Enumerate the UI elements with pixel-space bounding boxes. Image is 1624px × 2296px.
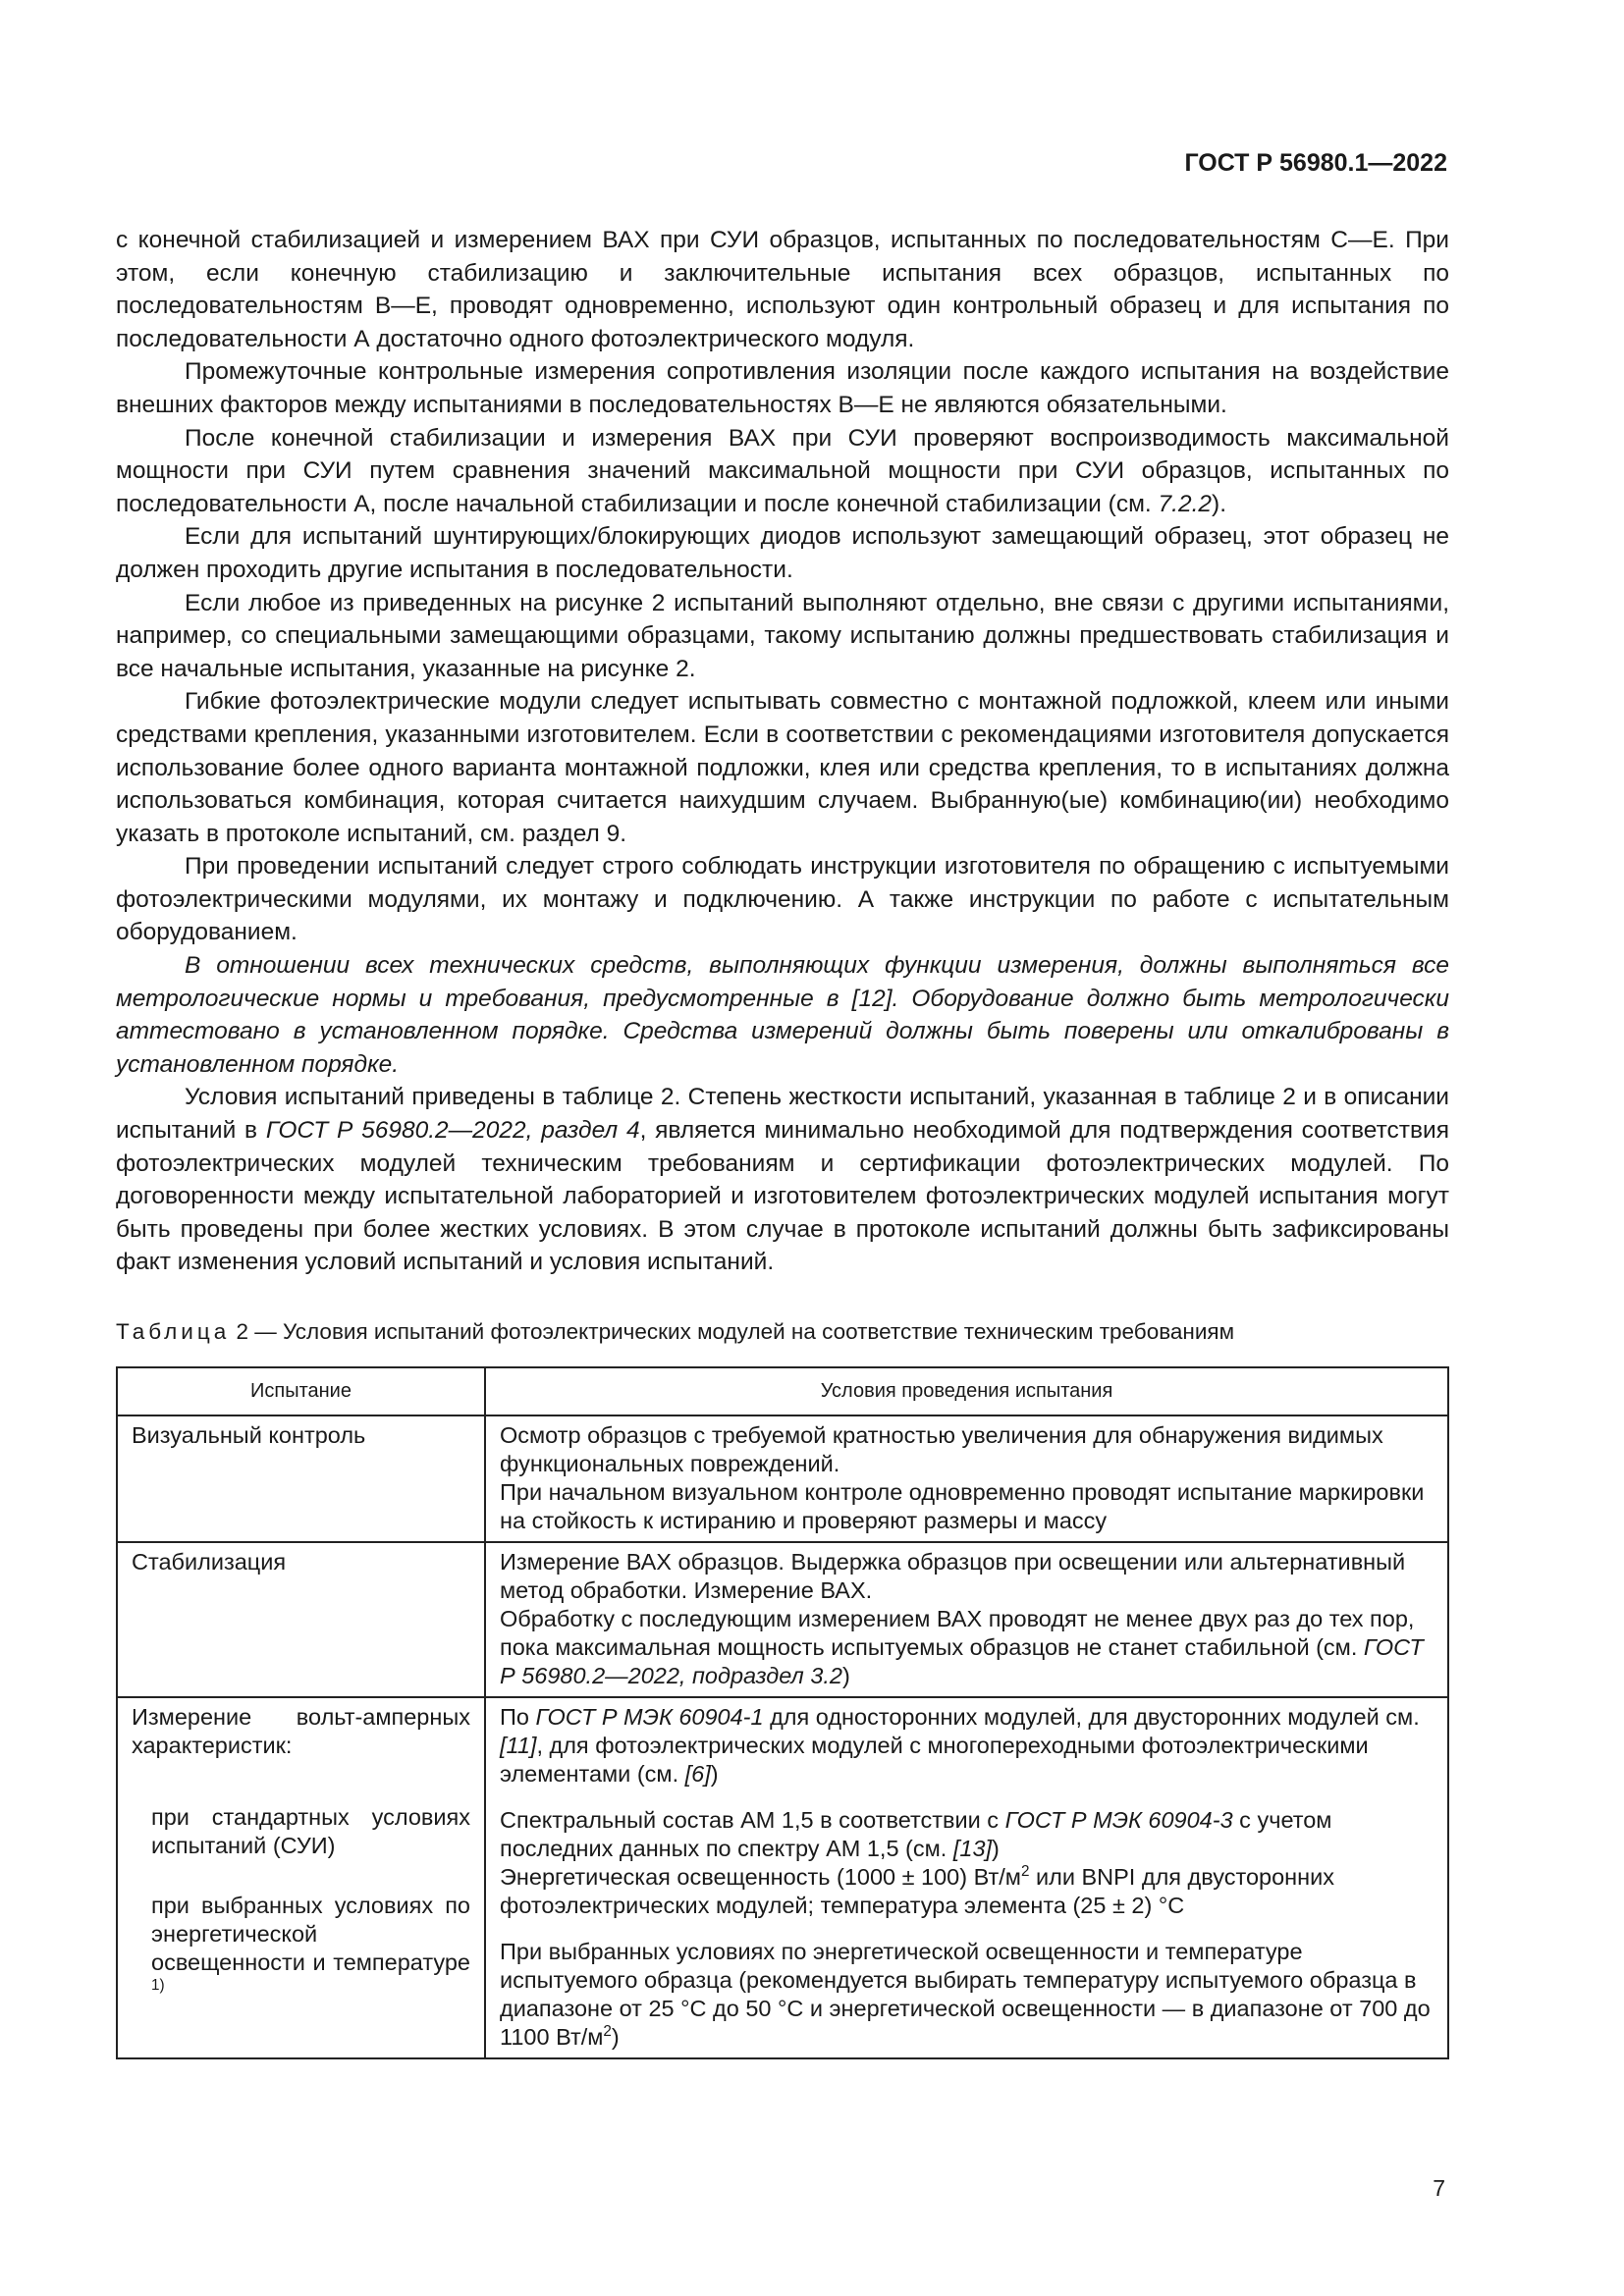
column-header-conditions: Условия проведения испытания: [485, 1367, 1448, 1415]
table-header-row: [117, 1367, 1448, 1415]
cell-test: Визуальный контроль: [117, 1415, 485, 1542]
page-number: 7: [1433, 2175, 1445, 2201]
paragraph: Если любое из приведенных на рисунке 2 испытаний выполняют отдельно, вне связи с другими испытаниями, например, со специальными замещающими образцами, такому испытанию должны предшествовать стабилизация и все начальные испытания, указанные на рисунке 2.: [116, 589, 1449, 682]
table-row-iv: [117, 1697, 1448, 2058]
table-caption: [116, 1319, 1234, 1345]
standard-reference: ГОСТ Р 56980.2—2022, раздел 4: [265, 1117, 640, 1145]
cell-conditions: Измерение ВАХ образцов. Выдержка образцов при освещении или альтернативный метод обработки. Измерение ВАХ. Обработку с последующим измерением ВАХ проводят не менее двух раз до тех пор, пока максимальная мощность испытуемых образцов не станет стабильной (см. ГОСТ Р 56980.2—2022, подраздел 3.2): [485, 1542, 1448, 1697]
paragraph: При проведении испытаний следует строго соблюдать инструкции изготовителя по обращению с испытуемыми фотоэлектрическими модулями, их монтажу и подключению. А также инструкции по работе с испытательным оборудованием.: [116, 853, 1449, 946]
cell-conditions: Осмотр образцов с требуемой кратностью увеличения для обнаружения видимых функциональных повреждений. При начальном визуальном контроле одновременно проводят испытание маркировки на стойкость к истиранию и проверяют размеры и массу: [485, 1415, 1448, 1542]
cell-test: Измерение вольт-амперных характеристик: при стандартных условиях испытаний (СУИ) при выбранных условиях по энергетической освещенности и температуре $^{1)}$: [117, 1697, 485, 2058]
paragraph: с конечной стабилизацией и измерением ВАХ при СУИ образцов, испытанных по последовательностям С—Е. При этом, если конечную стабилизацию и заключительные испытания всех образцов, испытанных по последовательностям В—Е, проводят одновременно, используют один контрольный образец и для испытания по последовательности А достаточно одного фотоэлектрического модуля.: [116, 227, 1449, 352]
table-row-visual: [117, 1415, 1448, 1542]
cell-test: Стабилизация: [117, 1542, 485, 1697]
paragraph: После конечной стабилизации и измерения ВАХ при СУИ проверяют воспроизводимость максимальной мощности при СУИ путем сравнения значений максимальной мощности при СУИ образцов, испытанных по последовательности А, после начальной стабилизации и после конечной стабилизации (см. 7.2.2).: [116, 424, 1449, 517]
table-caption-label: Таблица: [116, 1319, 231, 1344]
subtest-selected: при выбранных условиях по энергетической освещенности и температуре $^{1)}$: [151, 1893, 470, 1995]
subtest-stc: при стандартных условиях испытаний (СУИ): [151, 1804, 470, 1858]
clause-reference: 7.2.2: [1158, 490, 1213, 517]
column-header-test: Испытание: [117, 1367, 485, 1415]
table-row-stabilization: [117, 1542, 1448, 1697]
paragraph: Промежуточные контрольные измерения сопротивления изоляции после каждого испытания на воздействие внешних факторов между испытаниями в последовательностях В—Е не являются обязательными.: [116, 358, 1449, 418]
conditions-selected: При выбранных условиях по энергетической освещенности и температуре испытуемого образца (рекомендуется выбирать температуру испытуемого образца в диапазоне от 25 °С до 50 °С и энергетической освещенности — в диапазоне от 700 до 1100 $Вт/м^2$): [500, 1939, 1431, 2050]
document-code: ГОСТ Р 56980.1—2022: [1184, 149, 1447, 177]
paragraph: Если для испытаний шунтирующих/блокирующих диодов используют замещающий образец, этот образец не должен проходить другие испытания в последовательности.: [116, 523, 1449, 583]
paragraph: Гибкие фотоэлектрические модули следует испытывать совместно с монтажной подложкой, клеем или иными средствами крепления, указанными изготовителем. Если в соответствии с рекомендациями изготовителя допускается использование более одного варианта монтажной подложки, клея или средства крепления, то в испытаниях должна использоваться комбинация, которая считается наихудшим случаем. Выбранную(ые) комбинацию(ии) необходимо указать в протоколе испытаний, см. раздел 9.: [116, 688, 1449, 847]
cell-conditions: По ГОСТ Р МЭК 60904-1 для односторонних модулей, для двусторонних модулей см. [11], для фотоэлектрических модулей с многопереходными фотоэлектрическими элементами (см. [6]) Спектральный состав АМ 1,5 в соответствии с ГОСТ Р МЭК 60904-3 с учетом последних данных по спектру АМ 1,5 (см. [13]) Энергетическая освещенность (1000 ± 100) $Вт/м^2$ или BNPI для двусторонних фотоэлектрических модулей; температура элемента (25 ± 2) °С При выбранных условиях по энергетической освещенности и температуре испытуемого образца (рекомендуется выбирать температуру испытуемого образца в диапазоне от 25 °С до 50 °С и энергетической освещенности — в диапазоне от 700 до 1100 $Вт/м^2$): [485, 1697, 1448, 2058]
conditions-table: [116, 1366, 1449, 2059]
conditions-stc: Спектральный состав АМ 1,5 в соответствии с ГОСТ Р МЭК 60904-3 с учетом последних данных по спектру АМ 1,5 (см. [13]) Энергетическая освещенность (1000 ± 100) $Вт/м^2$ или BNPI для двусторонних фотоэлектрических модулей; температура элемента (25 ± 2) °С: [500, 1807, 1334, 1918]
table-caption-text: 2 — Условия испытаний фотоэлектрических модулей на соответствие техническим требованиям: [236, 1319, 1235, 1344]
body-text: [116, 224, 1449, 1279]
paragraph-italic: В отношении всех технических средств, выполняющих функции измерения, должны выполняться все метрологические нормы и требования, предусмотренные в [12]. Оборудование должно быть метрологически аттестовано в установленном порядке. Средства измерений должны быть поверены или откалиброваны в установленном порядке.: [116, 952, 1449, 1078]
paragraph: Условия испытаний приведены в таблице 2. Степень жесткости испытаний, указанная в таблице 2 и в описании испытаний в ГОСТ Р 56980.2—2022, раздел 4, является минимально необходимой для подтверждения соответствия фотоэлектрических модулей техническим требованиям и сертификации фотоэлектрических модулей. По договоренности между испытательной лабораторией и изготовителем фотоэлектрических модулей испытания могут быть проведены при более жестких условиях. В этом случае в протоколе испытаний должны быть зафиксированы факт изменения условий испытаний и условия испытаний.: [116, 1084, 1449, 1276]
